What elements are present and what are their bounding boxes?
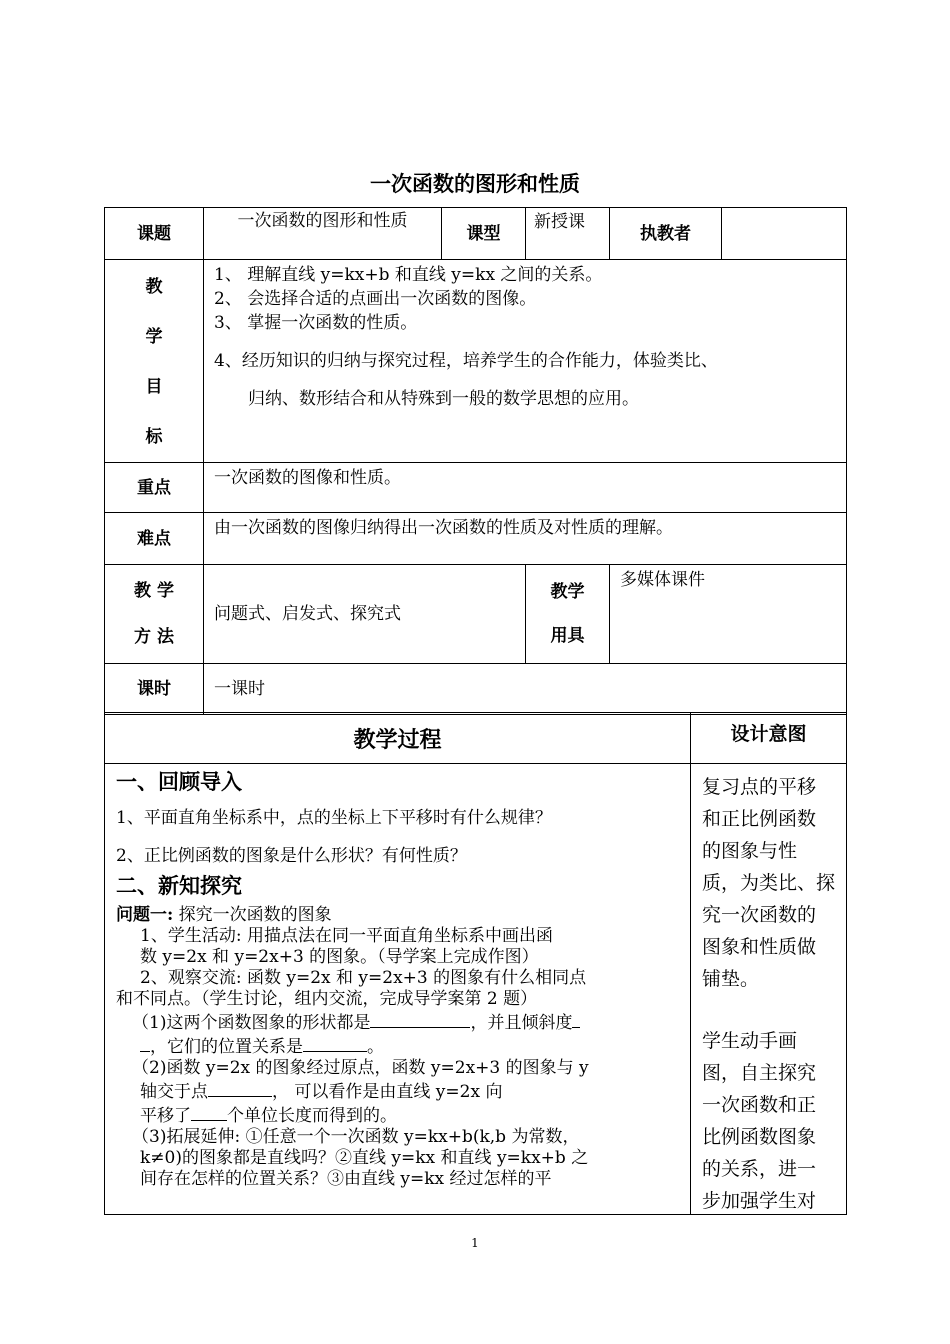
process-line: 2、观察交流: 函数 y=2x 和 y=2x+3 的图象有什么相同点	[140, 968, 587, 988]
teacher-value	[722, 208, 847, 260]
process-line: 和不同点。（学生讨论，组内交流，完成导学案第 2 题）	[116, 989, 538, 1009]
process-line	[116, 1079, 681, 1103]
hours-label: 课时	[105, 664, 204, 715]
process-line	[116, 1010, 681, 1034]
process-text: ，它们的位置关系是	[150, 1037, 303, 1057]
section-review-heading: 一、回顾导入	[116, 770, 242, 794]
tools-label	[526, 565, 610, 664]
goals-label-char: 目	[145, 377, 163, 397]
method-label-line: 方 法	[134, 627, 174, 647]
goals-label-char: 标	[145, 427, 163, 447]
section-explore-heading: 二、新知探究	[116, 874, 242, 898]
blank-line	[140, 1034, 150, 1052]
goals-label-char: 学	[145, 327, 163, 347]
intent-line: 和正比例函数	[702, 808, 817, 830]
tools-label-line: 教学	[550, 582, 585, 602]
process-content	[105, 764, 691, 1215]
intent-line: 图象和性质做	[702, 936, 817, 958]
process-line: 数 y=2x 和 y=2x+3 的图象。（导学案上完成作图）	[140, 947, 539, 967]
intent-line: 复习点的平移	[702, 776, 817, 798]
difficulty-label: 难点	[105, 513, 204, 565]
process-line: （3)拓展延伸: ①任意一个一次函数 y=kx+b(k,b 为常数，	[132, 1127, 580, 1147]
method-label	[105, 565, 204, 664]
teacher-label: 执教者	[610, 208, 722, 260]
intent-line: 铺垫。	[702, 968, 760, 990]
process-text: 轴交于点	[140, 1082, 208, 1102]
page-title: 一次函数的图形和性质	[370, 172, 580, 196]
hours-value: 一课时	[204, 664, 847, 715]
goal-item: 3、 掌握一次函数的性质。	[214, 313, 418, 333]
process-text: ，并且倾斜度	[470, 1013, 573, 1033]
intent-line: 究一次函数的	[702, 904, 817, 926]
intent-header: 设计意图	[691, 713, 847, 764]
goal-item: 4、经历知识的归纳与探究过程，培养学生的合作能力，体验类比、	[214, 351, 718, 371]
problem-label: 问题一:	[116, 905, 174, 925]
blank-line	[191, 1103, 227, 1121]
process-line: 1、学生活动: 用描点法在同一平面直角坐标系中画出函	[140, 926, 553, 946]
lesson-info-table	[104, 207, 847, 715]
process-line: （2)函数 y=2x 的图象经过原点，函数 y=2x+3 的图象与 y	[132, 1058, 589, 1078]
method-value: 问题式、启发式、探究式	[204, 565, 526, 664]
goals-label	[105, 260, 204, 463]
goals-content	[204, 260, 847, 463]
blank-line	[303, 1034, 367, 1052]
problem-title	[116, 905, 681, 926]
type-label: 课型	[442, 208, 526, 260]
type-value: 新授课	[526, 208, 610, 260]
process-text: 平移了	[140, 1106, 191, 1126]
process-text: 。	[367, 1037, 384, 1057]
tools-value: 多媒体课件	[610, 565, 847, 664]
page-number: 1	[471, 1236, 479, 1250]
goal-item: 2、 会选择合适的点画出一次函数的图像。	[214, 289, 537, 309]
process-text: （1)这两个函数图象的形状都是	[132, 1013, 371, 1033]
process-line	[116, 1034, 681, 1058]
difficulty-value: 由一次函数的图像归纳得出一次函数的性质及对性质的理解。	[204, 513, 847, 565]
blank-line	[208, 1079, 272, 1097]
problem-text: 探究一次函数的图象	[173, 905, 332, 925]
process-line: k≠0)的图象都是直线吗？②直线 y=kx 和直线 y=kx+b 之	[140, 1148, 589, 1168]
question-1: 1、平面直角坐标系中，点的坐标上下平移时有什么规律？	[116, 808, 552, 828]
intent-line: 学生动手画	[702, 1030, 798, 1052]
key-label: 重点	[105, 463, 204, 513]
goal-item: 归纳、数形结合和从特殊到一般的数学思想的应用。	[248, 389, 639, 409]
intent-line: 质，为类比、探	[702, 872, 836, 894]
key-value: 一次函数的图像和性质。	[204, 463, 847, 513]
process-line	[116, 1103, 681, 1127]
question-2: 2、正比例函数的图象是什么形状？有何性质？	[116, 846, 467, 866]
method-label-line: 教 学	[134, 581, 174, 601]
intent-line: 比例函数图象	[702, 1126, 817, 1148]
process-line: 间存在怎样的位置关系？③由直线 y=kx 经过怎样的平	[140, 1169, 552, 1189]
intent-line: 图，自主探究	[702, 1062, 817, 1084]
blank-line	[370, 1010, 470, 1028]
process-text: 个单位长度而得到的。	[227, 1106, 397, 1126]
intent-content	[691, 764, 847, 1215]
topic-value: 一次函数的图形和性质	[204, 208, 442, 260]
process-header: 教学过程	[105, 713, 691, 764]
goals-label-char: 教	[145, 277, 163, 297]
intent-line: 步加强学生对	[702, 1190, 817, 1211]
tools-label-line: 用具	[550, 626, 585, 646]
process-text: ， 可以看作是由直线 y=2x 向	[272, 1082, 503, 1102]
process-table	[104, 712, 847, 1215]
topic-label: 课题	[105, 208, 204, 260]
intent-line: 的图象与性	[702, 840, 798, 862]
blank-line	[572, 1010, 580, 1028]
intent-line: 一次函数和正	[702, 1094, 817, 1116]
intent-line: 的关系，进一	[702, 1158, 817, 1180]
goal-item: 1、 理解直线 y=kx+b 和直线 y=kx 之间的关系。	[214, 265, 603, 285]
